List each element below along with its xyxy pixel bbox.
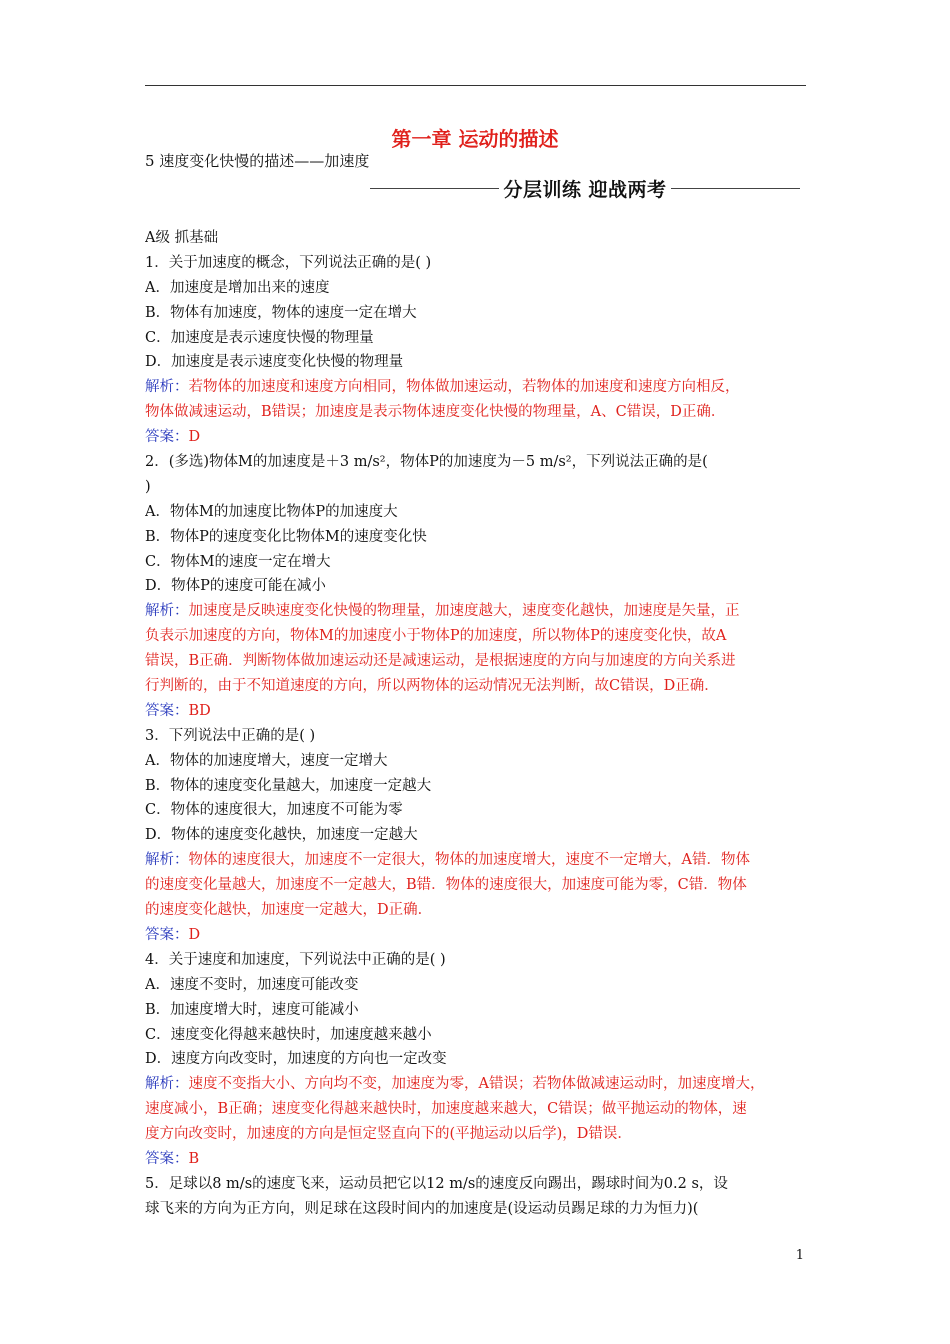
analysis-text: 错误，B正确．判断物体做加速运动还是减速运动，是根据速度的方向与加速度的方向关系进 [145, 653, 736, 670]
text-line: 球飞来的方向为正方向，则足球在这段时间内的加速度是(设运动员踢足球的力为恒力)( [145, 1200, 699, 1217]
analysis-line [145, 624, 815, 649]
analysis-text: 行判断的，由于不知道速度的方向，所以两物体的运动情况无法判断，故C错误，D正确． [145, 678, 719, 695]
page-number: 1 [795, 1248, 804, 1263]
banner-right-rule [671, 188, 800, 189]
text-line: A．物体M的加速度比物体P的加速度大 [145, 503, 398, 520]
answer-line [145, 425, 815, 450]
answer-label: 答案： [145, 1150, 189, 1167]
answer-label: 答案： [145, 429, 189, 446]
analysis-line [145, 1097, 815, 1122]
text-line: B．加速度增大时，速度可能减小 [145, 1001, 359, 1018]
answer-value: B [188, 1150, 200, 1167]
analysis-line [145, 898, 815, 923]
answer-line [145, 1147, 815, 1172]
text-line: B．物体有加速度，物体的速度一定在增大 [145, 304, 417, 321]
text-line: A级 抓基础 [145, 230, 219, 246]
analysis-text: 的速度变化越快，加速度一定越大，D正确． [145, 902, 433, 919]
analysis-label: 解析： [145, 379, 189, 396]
text-line: D．物体P的速度可能在减小 [145, 578, 326, 595]
text-line: D．速度方向改变时，加速度的方向也一定改变 [145, 1051, 447, 1068]
chapter-title: 第一章 运动的描述 [391, 127, 559, 151]
answer-value: D [188, 926, 201, 943]
analysis-line [145, 649, 815, 674]
text-line: A．速度不变时，加速度可能改变 [145, 976, 359, 993]
header-rule [145, 85, 806, 86]
analysis-line [145, 400, 815, 425]
text-line: B．物体的速度变化量越大，加速度一定越大 [145, 777, 432, 794]
analysis-text: 度方向改变时，加速度的方向是恒定竖直向下的(平抛运动以后学)，D错误． [145, 1126, 632, 1143]
text-line: C．速度变化得越来越快时，加速度越来越小 [145, 1026, 432, 1043]
answer-value: D [188, 429, 201, 446]
text-line: B．物体P的速度变化比物体M的速度变化快 [145, 528, 427, 545]
text-line: D．加速度是表示速度变化快慢的物理量 [145, 354, 404, 371]
question-content [145, 226, 815, 1222]
analysis-line [145, 873, 815, 898]
analysis-text: 物体做减速运动，B错误；加速度是表示物体速度变化快慢的物理量，A、C错误，D正确． [145, 404, 726, 421]
analysis-label: 解析： [145, 1076, 189, 1093]
analysis-label: 解析： [145, 603, 189, 620]
text-line: 2．(多选)物体M的加速度是＋3 m/s²，物体P的加速度为－5 m/s²，下列说法正确的是( [145, 454, 708, 471]
analysis-text: 负表示加速度的方向，物体M的加速度小于物体P的加速度，所以物体P的速度变化快，故A [145, 628, 727, 645]
banner-text: 分层训练 迎战两考 [503, 178, 667, 201]
answer-line [145, 699, 815, 724]
analysis-line [145, 1122, 815, 1147]
text-line: C．加速度是表示速度快慢的物理量 [145, 329, 374, 346]
analysis-text: 速度减小，B正确；速度变化得越来越快时，加速度越来越大，C错误；做平抛运动的物体，速 [145, 1101, 747, 1118]
analysis-text: 若物体的加速度和速度方向相同，物体做加速运动，若物体的加速度和速度方向相反， [188, 379, 740, 396]
text-line: 4．关于速度和加速度，下列说法中正确的是( ) [145, 951, 446, 968]
text-line: ) [145, 478, 151, 495]
analysis-line [145, 375, 815, 400]
section-title: 5 速度变化快慢的描述——加速度 [145, 152, 370, 170]
analysis-text: 加速度是反映速度变化快慢的物理量，加速度越大，速度变化越快，加速度是矢量，正 [188, 603, 740, 620]
practice-banner [370, 174, 800, 202]
answer-label: 答案： [145, 702, 189, 719]
answer-label: 答案： [145, 926, 189, 943]
text-line: A．物体的加速度增大，速度一定增大 [145, 752, 388, 769]
text-line: 5．足球以8 m/s的速度飞来，运动员把它以12 m/s的速度反向踢出，踢球时间为0.2 s，设 [145, 1175, 728, 1192]
analysis-line [145, 674, 815, 699]
text-line: C．物体M的速度一定在增大 [145, 553, 331, 570]
text-line: A．加速度是增加出来的速度 [145, 279, 330, 296]
text-line: C．物体的速度很大，加速度不可能为零 [145, 802, 403, 819]
analysis-line [145, 1072, 815, 1097]
text-line: 3．下列说法中正确的是( ) [145, 727, 316, 744]
analysis-line [145, 848, 815, 873]
analysis-label: 解析： [145, 852, 189, 869]
analysis-text: 物体的速度很大，加速度不一定很大，物体的加速度增大，速度不一定增大，A错．物体 [188, 852, 750, 869]
analysis-text: 的速度变化量越大，加速度不一定越大，B错．物体的速度很大，加速度可能为零，C错．物体 [145, 877, 747, 894]
text-line: 1．关于加速度的概念，下列说法正确的是( ) [145, 254, 432, 271]
answer-line [145, 923, 815, 948]
text-line: D．物体的速度变化越快，加速度一定越大 [145, 827, 418, 844]
answer-value: BD [188, 702, 211, 719]
analysis-text: 速度不变指大小、方向均不变，加速度为零，A错误；若物体做减速运动时，加速度增大， [188, 1076, 765, 1093]
banner-left-rule [370, 188, 499, 189]
analysis-line [145, 599, 815, 624]
